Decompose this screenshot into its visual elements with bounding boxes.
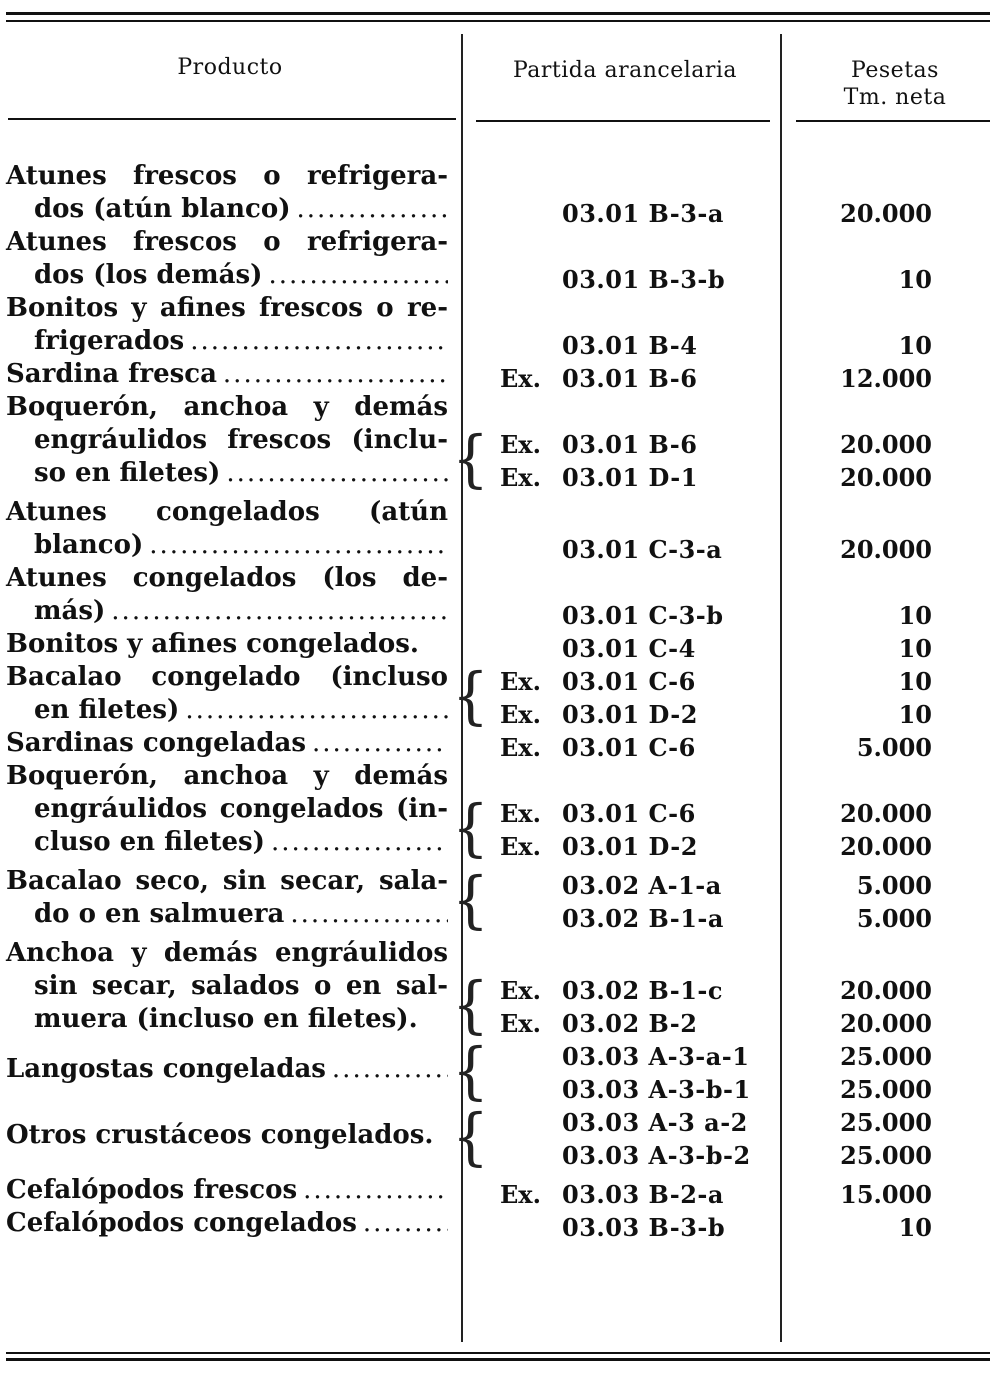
product-line bbox=[6, 865, 448, 898]
brace-glyph: { bbox=[452, 791, 489, 864]
product-cell bbox=[6, 1207, 448, 1240]
tariff-code: 03.03 A-3 a-2 bbox=[562, 1108, 748, 1137]
product-line bbox=[6, 826, 448, 859]
product-text: engráulidos congelados (in- bbox=[34, 794, 448, 824]
pesetas-value: 20.000 bbox=[840, 832, 932, 861]
tariff-code: 03.01 B-6 bbox=[562, 430, 698, 459]
product-cell bbox=[6, 1119, 448, 1152]
tariff-code: 03.01 B-3-a bbox=[562, 199, 724, 228]
pesetas-value: 20.000 bbox=[840, 463, 932, 492]
product-line bbox=[6, 727, 448, 760]
product-text: Atunes frescos o refrigera- bbox=[6, 161, 448, 191]
tariff-code: 03.01 D-2 bbox=[562, 832, 698, 861]
pesetas-value: 25.000 bbox=[840, 1042, 932, 1071]
tariff-code: 03.02 A-1-a bbox=[562, 871, 722, 900]
header-pesetas-line1: Pesetas bbox=[851, 58, 939, 83]
product-text: en filetes) bbox=[34, 695, 180, 725]
tariff-prefix: Ex. bbox=[500, 463, 541, 492]
tariff-code: 03.01 C-6 bbox=[562, 799, 696, 828]
product-text: Bonitos y afines congelados. bbox=[6, 629, 419, 659]
header-tariff: Partida arancelaria bbox=[512, 58, 738, 83]
brace-glyph: { bbox=[452, 863, 489, 936]
product-line bbox=[6, 358, 448, 391]
product-line bbox=[6, 292, 448, 325]
tariff-code: 03.03 B-2-a bbox=[562, 1180, 724, 1209]
brace-glyph: { bbox=[452, 1100, 489, 1173]
tariff-code: 03.01 C-3-a bbox=[562, 535, 723, 564]
product-text: Atunes congelados (los de- bbox=[6, 563, 448, 593]
pesetas-value: 10 bbox=[898, 331, 932, 360]
product-line bbox=[6, 1053, 448, 1086]
product-text: engráulidos frescos (inclu- bbox=[34, 425, 448, 455]
tariff-code: 03.01 D-2 bbox=[562, 700, 698, 729]
brace-glyph: { bbox=[452, 422, 489, 495]
product-text: Boquerón, anchoa y demás bbox=[6, 761, 448, 791]
leader-dots bbox=[185, 694, 448, 727]
product-line bbox=[6, 325, 448, 358]
product-cell bbox=[6, 760, 448, 859]
leader-dots bbox=[226, 457, 448, 490]
pesetas-value: 10 bbox=[898, 265, 932, 294]
product-text: blanco) bbox=[34, 530, 144, 560]
bottom-rule-thin bbox=[6, 1352, 990, 1354]
product-line bbox=[6, 595, 448, 628]
header-product: Producto bbox=[177, 55, 283, 80]
pesetas-value: 10 bbox=[898, 601, 932, 630]
product-line bbox=[6, 529, 448, 562]
leader-dots bbox=[312, 727, 448, 760]
product-text: Sardina fresca bbox=[6, 359, 217, 389]
product-line bbox=[6, 259, 448, 292]
product-cell bbox=[6, 937, 448, 1036]
leader-dots bbox=[149, 529, 448, 562]
product-line bbox=[6, 1003, 448, 1036]
pesetas-value: 20.000 bbox=[840, 535, 932, 564]
product-line bbox=[6, 562, 448, 595]
pesetas-value: 20.000 bbox=[840, 1009, 932, 1038]
product-line bbox=[6, 496, 448, 529]
pesetas-value: 20.000 bbox=[840, 430, 932, 459]
product-text: muera (incluso en filetes). bbox=[34, 1004, 418, 1034]
tariff-code: 03.03 A-3-a-1 bbox=[562, 1042, 750, 1071]
product-line bbox=[6, 970, 448, 1003]
tariff-code: 03.02 B-1-a bbox=[562, 904, 724, 933]
tariff-prefix: Ex. bbox=[500, 667, 541, 696]
tariff-prefix: Ex. bbox=[500, 1009, 541, 1038]
tariff-prefix: Ex. bbox=[500, 364, 541, 393]
tariff-code: 03.01 C-4 bbox=[562, 634, 696, 663]
pesetas-value: 20.000 bbox=[840, 799, 932, 828]
leader-dots bbox=[303, 1174, 448, 1207]
product-line bbox=[6, 1119, 448, 1152]
pesetas-value: 12.000 bbox=[840, 364, 932, 393]
product-text: Bacalao seco, sin secar, sala- bbox=[6, 866, 448, 896]
product-text: más) bbox=[34, 596, 106, 626]
product-text: dos (los demás) bbox=[34, 260, 263, 290]
product-text: Sardinas congeladas bbox=[6, 728, 307, 758]
product-cell bbox=[6, 391, 448, 490]
product-text: Anchoa y demás engráulidos bbox=[6, 938, 448, 968]
pesetas-value: 10 bbox=[898, 634, 932, 663]
header-pesetas-line2: Tm. neta bbox=[843, 85, 947, 110]
tariff-code: 03.01 D-1 bbox=[562, 463, 698, 492]
product-text: frigerados bbox=[34, 326, 185, 356]
product-cell bbox=[6, 865, 448, 931]
leader-dots bbox=[190, 325, 448, 358]
product-line bbox=[6, 760, 448, 793]
product-text: do o en salmuera bbox=[34, 899, 285, 929]
leader-dots bbox=[111, 595, 448, 628]
tariff-code: 03.02 B-2 bbox=[562, 1009, 698, 1038]
product-line bbox=[6, 694, 448, 727]
brace-glyph: { bbox=[452, 659, 489, 732]
tariff-prefix: Ex. bbox=[500, 700, 541, 729]
product-line bbox=[6, 937, 448, 970]
tariff-code: 03.01 C-6 bbox=[562, 667, 696, 696]
pesetas-value: 5.000 bbox=[856, 733, 932, 762]
header-pesetas bbox=[800, 57, 990, 111]
product-line bbox=[6, 898, 448, 931]
product-cell bbox=[6, 562, 448, 628]
product-text: Cefalópodos frescos bbox=[6, 1175, 298, 1205]
product-line bbox=[6, 628, 448, 661]
product-line bbox=[6, 424, 448, 457]
pesetas-value: 25.000 bbox=[840, 1108, 932, 1137]
product-line bbox=[6, 226, 448, 259]
leader-dots bbox=[332, 1053, 448, 1086]
product-cell bbox=[6, 160, 448, 226]
pesetas-value: 20.000 bbox=[840, 199, 932, 228]
pesetas-value: 20.000 bbox=[840, 976, 932, 1005]
product-cell bbox=[6, 727, 448, 760]
pesetas-value: 15.000 bbox=[840, 1180, 932, 1209]
brace-glyph: { bbox=[452, 1034, 489, 1107]
tariff-code: 03.01 B-4 bbox=[562, 331, 698, 360]
tariff-prefix: Ex. bbox=[500, 733, 541, 762]
product-text: Langostas congeladas bbox=[6, 1053, 326, 1084]
top-rule bbox=[6, 12, 990, 15]
tariff-prefix: Ex. bbox=[500, 832, 541, 861]
product-text: dos (atún blanco) bbox=[34, 194, 291, 224]
tariff-code: 03.01 C-3-b bbox=[562, 601, 724, 630]
leader-dots bbox=[290, 898, 448, 931]
leader-dots bbox=[223, 358, 448, 391]
tariff-prefix: Ex. bbox=[500, 1180, 541, 1209]
product-line bbox=[6, 1207, 448, 1240]
product-text: so en filetes) bbox=[34, 458, 221, 488]
product-line bbox=[6, 457, 448, 490]
pesetas-value: 25.000 bbox=[840, 1075, 932, 1104]
product-text: Cefalópodos congelados bbox=[6, 1208, 357, 1238]
product-text: Boquerón, anchoa y demás bbox=[6, 392, 448, 422]
product-text: Bonitos y afines frescos o re- bbox=[6, 293, 448, 323]
product-line bbox=[6, 1174, 448, 1207]
product-text: Atunes frescos o refrigera- bbox=[6, 227, 448, 257]
product-cell bbox=[6, 226, 448, 292]
leader-dots bbox=[268, 259, 448, 292]
pesetas-value: 25.000 bbox=[840, 1141, 932, 1170]
tariff-code: 03.01 C-6 bbox=[562, 733, 696, 762]
product-cell bbox=[6, 1174, 448, 1207]
column-separator-2 bbox=[780, 34, 782, 1342]
pesetas-value: 10 bbox=[898, 700, 932, 729]
pesetas-value: 5.000 bbox=[856, 871, 932, 900]
product-line bbox=[6, 391, 448, 424]
product-cell bbox=[6, 1053, 448, 1086]
leader-dots bbox=[363, 1207, 448, 1240]
product-cell bbox=[6, 358, 448, 391]
top-rule-thin bbox=[6, 20, 990, 22]
product-cell bbox=[6, 496, 448, 562]
product-cell bbox=[6, 628, 448, 661]
tariff-code: 03.01 B-3-b bbox=[562, 265, 726, 294]
bottom-rule bbox=[6, 1358, 990, 1361]
product-cell bbox=[6, 661, 448, 727]
product-text: sin secar, salados o en sal- bbox=[34, 971, 448, 1001]
product-text: cluso en filetes) bbox=[34, 827, 265, 857]
tariff-prefix: Ex. bbox=[500, 430, 541, 459]
tariff-prefix: Ex. bbox=[500, 976, 541, 1005]
brace-glyph: { bbox=[452, 968, 489, 1041]
product-cell bbox=[6, 292, 448, 358]
header-underline-tariff bbox=[476, 120, 770, 122]
product-line bbox=[6, 160, 448, 193]
tariff-code: 03.02 B-1-c bbox=[562, 976, 723, 1005]
product-line bbox=[6, 793, 448, 826]
header-underline-pesetas bbox=[796, 120, 990, 122]
product-line bbox=[6, 193, 448, 226]
tariff-code: 03.01 B-6 bbox=[562, 364, 698, 393]
product-text: Atunes congelados (atún bbox=[6, 497, 448, 527]
pesetas-value: 10 bbox=[898, 1213, 932, 1242]
header-underline-product bbox=[8, 118, 456, 120]
tariff-prefix: Ex. bbox=[500, 799, 541, 828]
leader-dots bbox=[271, 826, 448, 859]
product-text: Otros crustáceos congelados. bbox=[6, 1119, 434, 1150]
leader-dots bbox=[297, 193, 448, 226]
pesetas-value: 10 bbox=[898, 667, 932, 696]
pesetas-value: 5.000 bbox=[856, 904, 932, 933]
product-line bbox=[6, 661, 448, 694]
tariff-code: 03.03 A-3-b-2 bbox=[562, 1141, 751, 1170]
tariff-code: 03.03 B-3-b bbox=[562, 1213, 726, 1242]
tariff-code: 03.03 A-3-b-1 bbox=[562, 1075, 751, 1104]
product-text: Bacalao congelado (incluso bbox=[6, 662, 448, 692]
